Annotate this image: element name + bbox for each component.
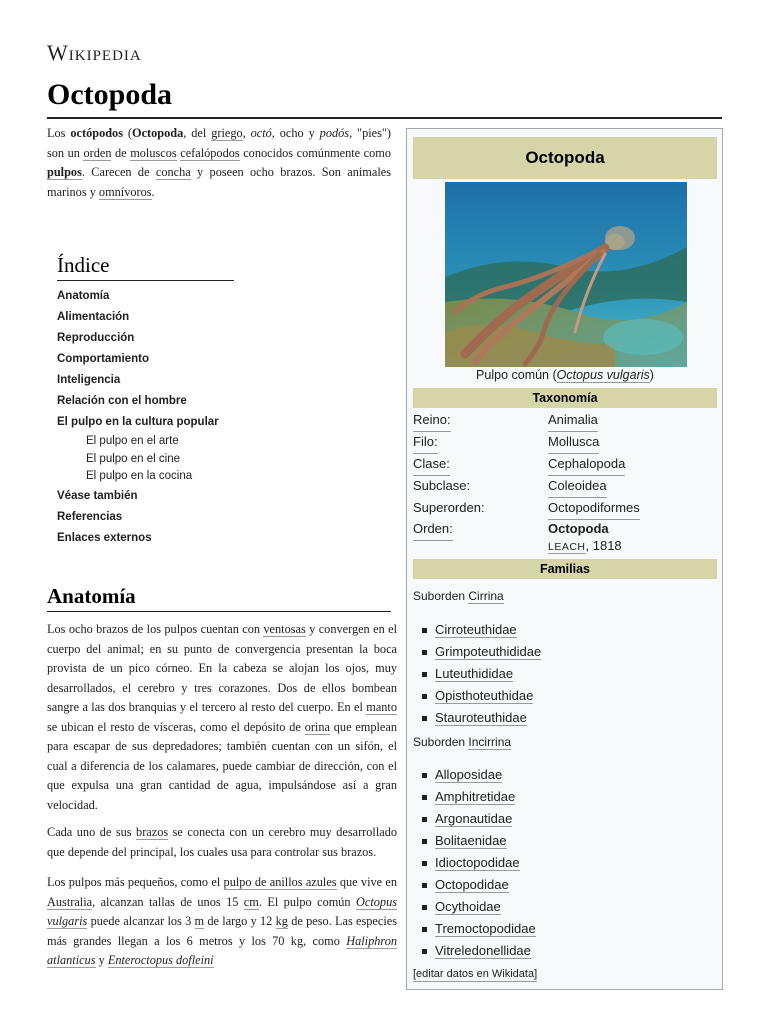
- toc-heading: Índice: [57, 253, 234, 281]
- link-omnivoros[interactable]: omnívoros: [98, 184, 152, 199]
- cirrina-family-list: [413, 619, 713, 729]
- taxonomy-row: [413, 497, 717, 519]
- caption-text: Pulpo común (: [476, 368, 557, 382]
- intro-text: , ocho y: [271, 126, 320, 140]
- intro-text: conocidos comúnmente como: [239, 145, 392, 160]
- toc-item[interactable]: Anatomía: [57, 290, 110, 302]
- family-link[interactable]: Amphitretidae: [435, 789, 516, 804]
- page-title: Octopoda: [47, 78, 173, 111]
- family-list-item: [413, 918, 713, 940]
- intro-text: de: [111, 145, 131, 160]
- link-leach[interactable]: LEACH: [548, 541, 586, 553]
- family-list-item: [413, 830, 713, 852]
- family-link[interactable]: Stauroteuthidae: [435, 710, 527, 725]
- family-link[interactable]: Alloposidae: [435, 767, 503, 782]
- taxon-value-link[interactable]: Animalia: [548, 409, 598, 432]
- intro-text: (: [123, 126, 133, 140]
- paragraph-text: de peso. Las especies más grandes llegan a los 6 metros y los 70 kg, como: [47, 914, 397, 948]
- suborder-label: Suborden: [413, 589, 469, 603]
- toc-list: [57, 286, 257, 549]
- link-pulpo-anillos-azules[interactable]: pulpo de anillos azules: [223, 875, 337, 889]
- edit-wikidata-link[interactable]: [editar datos en Wikidata]: [413, 968, 538, 980]
- paragraph-text: que vive en: [336, 875, 397, 889]
- family-list-item: [413, 663, 713, 685]
- family-list-item: [413, 641, 713, 663]
- link-australia[interactable]: Australia: [47, 894, 93, 909]
- family-link[interactable]: Argonautidae: [435, 811, 513, 826]
- table-of-contents: [57, 253, 257, 549]
- toc-item[interactable]: Enlaces externos: [57, 531, 152, 544]
- paragraph-text: Los pulpos más pequeños, como el: [47, 875, 224, 889]
- taxon-value-link[interactable]: Coleoidea: [548, 475, 607, 498]
- intro-text: y poseen ocho brazos. Son animales marinos y: [47, 165, 391, 199]
- families-header: Familias: [413, 559, 717, 579]
- intro-text: ,: [242, 126, 251, 140]
- paragraph-text: y convergen en el cuerpo del animal; en su punto de convergencia presentan la boca provista de un pico córneo. En la cabeza se alojan los ojos, muy desarrollados, el cerebro y tres corazones. Dos de ellos bombean sangre a las dos branquias y el tercero al resto del cuerpo. En el: [47, 622, 397, 714]
- family-list-item: [413, 685, 713, 707]
- toc-subitem[interactable]: El pulpo en la cocina: [86, 470, 193, 482]
- taxonomy-row: [413, 453, 717, 475]
- taxon-authority: [548, 537, 622, 556]
- anatomy-paragraph-1: [47, 620, 397, 815]
- family-link[interactable]: Grimpoteuthididae: [435, 644, 542, 659]
- toc-item[interactable]: Alimentación: [57, 311, 130, 323]
- incirrina-family-list: [413, 764, 713, 962]
- paragraph-text: Los ocho brazos de los pulpos cuentan con: [47, 622, 264, 636]
- link-brazos[interactable]: brazos: [136, 825, 169, 839]
- taxonomy-row: [413, 409, 717, 431]
- link-caption-octopus-vulgaris[interactable]: Octopus vulgaris: [556, 368, 650, 382]
- family-link[interactable]: Vitreledonellidae: [435, 943, 531, 958]
- link-orina[interactable]: orina: [304, 719, 330, 734]
- paragraph-text: y: [95, 953, 108, 967]
- toc-item[interactable]: Reproducción: [57, 332, 135, 344]
- paragraph-text: se ubican el resto de vísceras, como el depósito de: [47, 719, 305, 734]
- intro-bold-octopoda: Octopoda: [132, 126, 184, 140]
- anatomy-paragraph-3: [47, 873, 397, 971]
- suborder-label: Suborden: [413, 735, 469, 749]
- intro-italic-octo: octó: [250, 126, 272, 140]
- link-cm[interactable]: cm: [243, 894, 259, 909]
- paragraph-text: puede alcanzar los 3: [87, 914, 195, 928]
- paragraph-text: Cada uno de sus: [47, 825, 137, 839]
- image-caption: [413, 367, 717, 384]
- taxon-value-link[interactable]: Octopodiformes: [548, 497, 640, 520]
- taxonomy-row: [413, 431, 717, 453]
- intro-italic-podos: podós: [319, 126, 350, 140]
- family-link[interactable]: Tremoctopodidae: [435, 921, 536, 936]
- link-moluscos[interactable]: moluscos: [130, 145, 177, 160]
- link-manto[interactable]: manto: [366, 700, 397, 714]
- intro-paragraph: [47, 124, 391, 202]
- link-incirrina[interactable]: Incirrina: [468, 735, 512, 749]
- taxon-value-current: Octopoda: [548, 521, 609, 536]
- link-pulpos[interactable]: pulpos: [47, 165, 82, 179]
- taxon-value-link[interactable]: Mollusca: [548, 431, 599, 454]
- toc-item[interactable]: El pulpo en la cultura popular: [57, 416, 219, 428]
- paragraph-text: que emplean para escapar de sus depredadores; también cuentan con un sifón, el cual a diferencia de los calamares, puede cambiar de dirección, con el que expulsa una gran cantidad de agua, impulsándose así a gran velocidad.: [47, 719, 398, 812]
- intro-text: , "pies") son un: [47, 126, 391, 160]
- family-link[interactable]: Idioctopodidae: [435, 855, 520, 870]
- family-link[interactable]: Cirroteuthidae: [435, 622, 517, 637]
- taxon-rank: Subclase:: [413, 478, 471, 493]
- family-list-item: [413, 786, 713, 808]
- family-link[interactable]: Bolitaenidae: [435, 833, 507, 848]
- toc-subitem[interactable]: El pulpo en el arte: [86, 435, 179, 447]
- suborder-cirrina: [413, 588, 504, 604]
- family-list-item: [413, 764, 713, 786]
- intro-text: , del: [183, 126, 212, 140]
- toc-subitem[interactable]: El pulpo en el cine: [86, 452, 180, 465]
- paragraph-text: . El pulpo común: [258, 894, 357, 909]
- taxon-rank: Superorden:: [413, 500, 485, 515]
- intro-text: .: [151, 184, 155, 199]
- link-haliphron-atlanticus[interactable]: Haliphron atlanticus: [47, 933, 397, 967]
- family-list-item: [413, 619, 713, 641]
- link-cefalopodos[interactable]: cefalópodos: [180, 145, 240, 160]
- family-link[interactable]: Opisthoteuthidae: [435, 688, 534, 703]
- taxonomy-header: Taxonomía: [413, 388, 717, 408]
- family-link[interactable]: Ocythoidae: [435, 899, 501, 914]
- wikipedia-logo[interactable]: Wikipedia: [47, 40, 142, 65]
- taxon-rank-link[interactable]: Orden:: [413, 518, 453, 541]
- link-octopus-vulgaris[interactable]: Octopus vulgaris: [47, 894, 398, 928]
- family-list-item: [413, 896, 713, 918]
- intro-text: . Carecen de: [81, 165, 156, 179]
- family-link[interactable]: Luteuthididae: [435, 666, 514, 681]
- family-list-item: [413, 940, 713, 962]
- link-enteroctopus-dofleini[interactable]: Enteroctopus dofleini: [107, 953, 214, 967]
- family-list-item: [413, 852, 713, 874]
- octopus-image: [445, 182, 687, 367]
- family-list-item: [413, 707, 713, 729]
- intro-bold-octopodos: octópodos: [70, 126, 123, 140]
- link-m[interactable]: m: [194, 914, 205, 928]
- paragraph-text: de largo y 12: [204, 914, 276, 928]
- family-list-item: [413, 808, 713, 830]
- link-kg[interactable]: kg: [275, 914, 288, 928]
- authority-year: , 1818: [585, 538, 622, 553]
- link-ventosas[interactable]: ventosas: [263, 622, 306, 636]
- paragraph-text: se conecta con un cerebro muy desarrollado que depende del principal, los cuales usa para controlar sus brazos.: [47, 825, 397, 859]
- octopus-photo[interactable]: [445, 182, 687, 367]
- link-orden[interactable]: orden: [83, 145, 112, 160]
- paragraph-text: , alcanzan tallas de unos 15: [92, 894, 244, 909]
- family-list-item: [413, 874, 713, 896]
- section-heading-anatomia: Anatomía: [47, 584, 391, 612]
- toc-item[interactable]: Referencias: [57, 510, 123, 523]
- taxon-rank-link[interactable]: Clase:: [413, 453, 450, 476]
- anatomy-paragraph-2: [47, 823, 397, 862]
- taxobox: [406, 128, 723, 990]
- taxonomy-row: [413, 475, 717, 497]
- toc-item[interactable]: Comportamiento: [57, 353, 149, 365]
- taxobox-title: Octopoda: [413, 137, 717, 179]
- taxon-value-link[interactable]: Cephalopoda: [548, 453, 625, 476]
- caption-text: ): [649, 368, 654, 382]
- toc-item[interactable]: Inteligencia: [57, 374, 121, 386]
- intro-text: Los: [47, 126, 71, 140]
- suborder-incirrina: [413, 734, 511, 750]
- taxon-rank-link[interactable]: Reino:: [413, 409, 451, 432]
- family-link[interactable]: Octopodidae: [435, 877, 509, 892]
- toc-item[interactable]: Relación con el hombre: [57, 395, 187, 407]
- link-concha[interactable]: concha: [155, 165, 191, 179]
- taxon-rank-link[interactable]: Filo:: [413, 431, 438, 454]
- title-divider: [47, 117, 722, 119]
- toc-item[interactable]: Véase también: [57, 489, 138, 502]
- link-griego[interactable]: griego: [211, 126, 243, 140]
- link-cirrina[interactable]: Cirrina: [468, 589, 504, 603]
